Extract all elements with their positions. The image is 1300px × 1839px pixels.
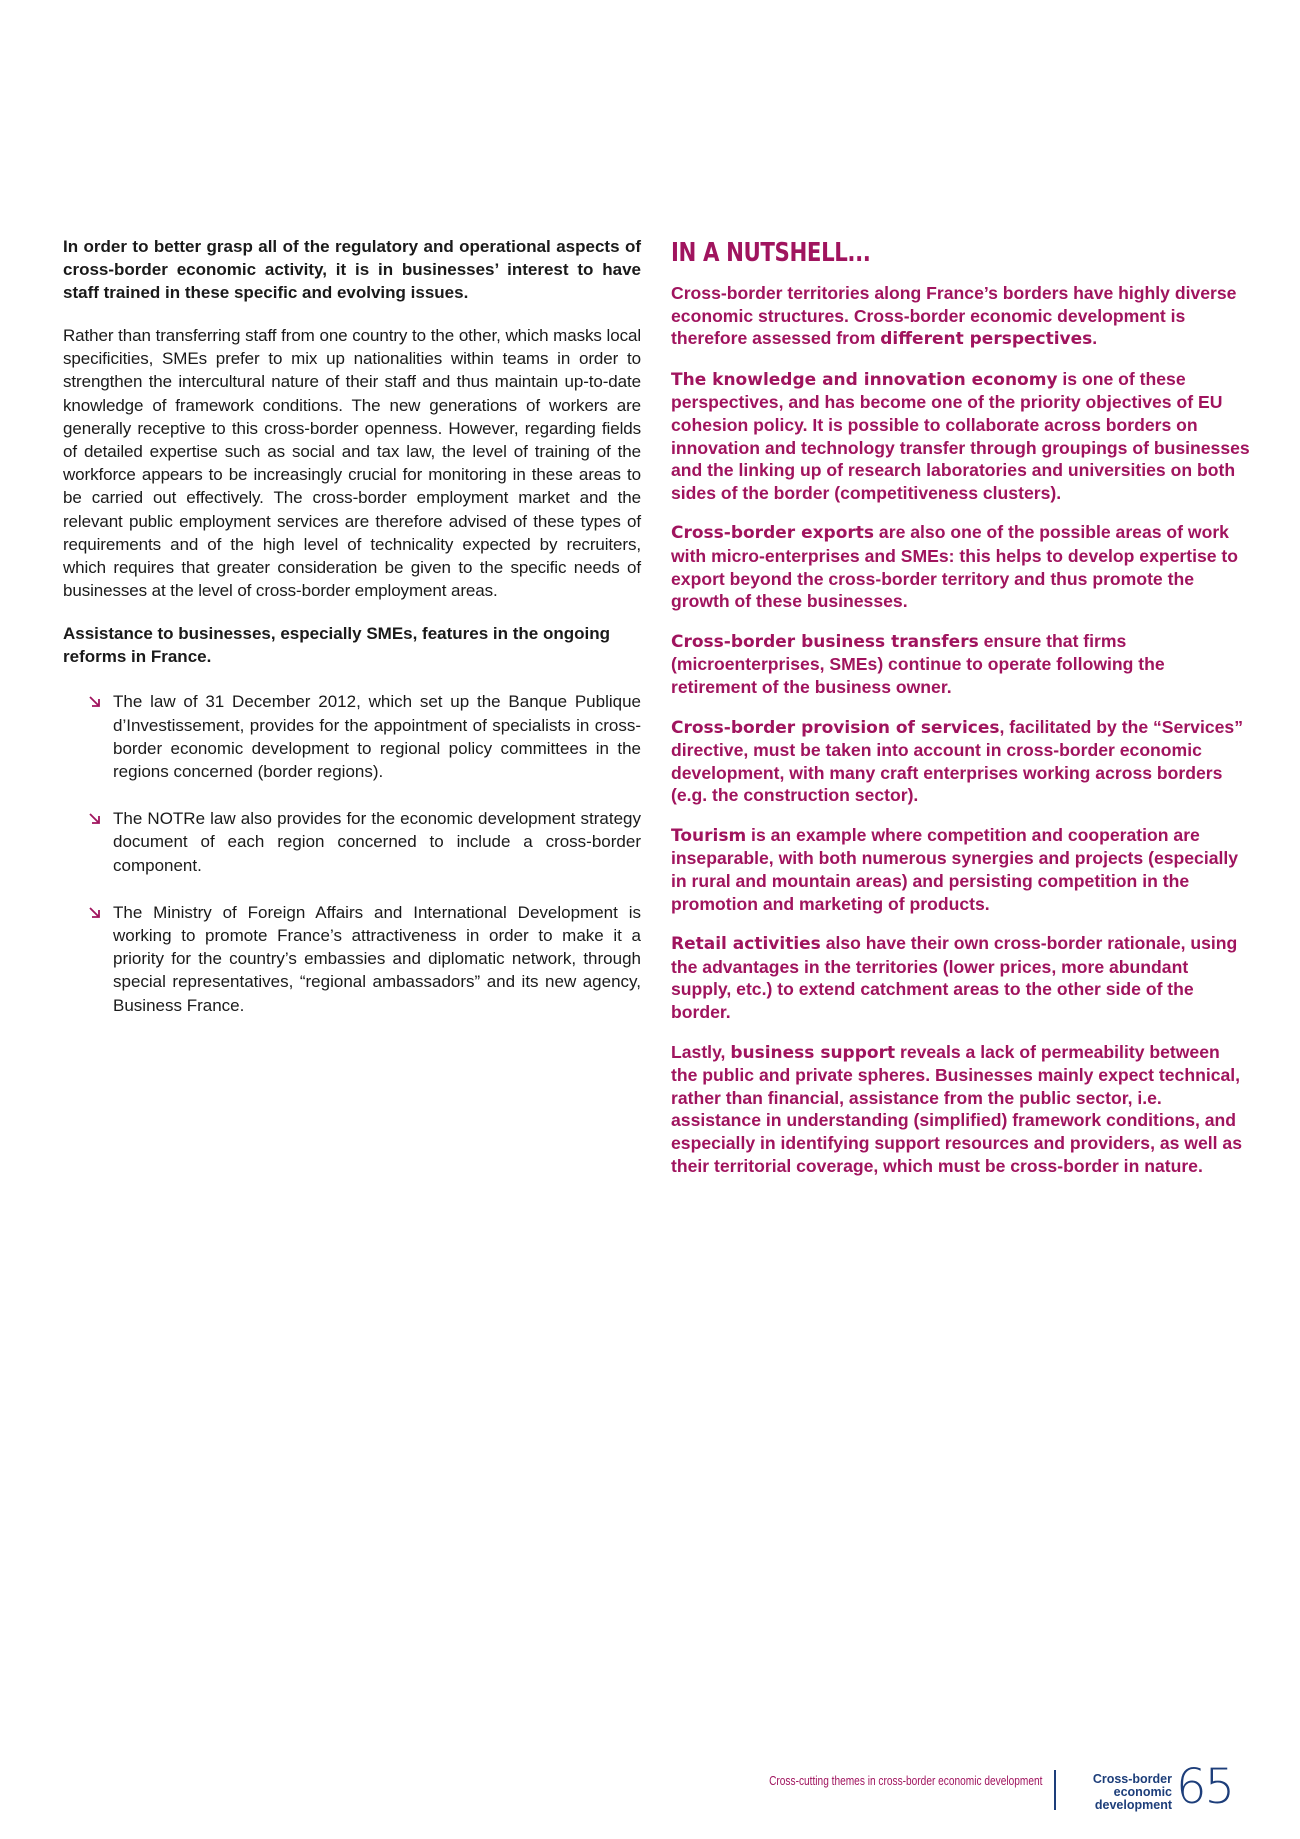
keyword: different perspectives — [880, 329, 1093, 350]
list-item-text: The NOTRe law also provides for the economic development strategy document of each region concerned to include a cross-border component. — [113, 809, 641, 875]
paragraph-text: reveals a lack of permeability between the public and private spheres. Businesses mainly expect technical, rather than financial, assistance from the public sector, i.e. assistance in understanding (simplified) framework conditions, and especially in identifying support resources and providers, as well as their territorial coverage, which must be cross-border in nature. — [671, 1041, 1243, 1176]
brand-line: development — [1094, 1798, 1172, 1812]
nutshell-paragraph — [671, 521, 1251, 612]
nutshell-paragraph — [671, 1041, 1251, 1178]
footer-section-title: Cross-cutting themes in cross-border economic development — [768, 1773, 1042, 1788]
brand-line: economic — [1113, 1785, 1172, 1799]
paragraph-text: . — [1092, 328, 1098, 349]
arrow-down-right-icon — [88, 695, 102, 709]
keyword: Retail activities — [671, 934, 821, 955]
bullet-list — [63, 690, 641, 1016]
keyword: Cross-border exports — [671, 523, 875, 544]
body-paragraph: Rather than transferring staff from one country to the other, which masks local specificities, SMEs prefer to mix up nationalities within teams in order to strengthen the intercultural nature of their staff and thus maintain up-to-date knowledge of framework conditions. The new generations of workers are generally receptive to this cross-border openness. However, regarding fields of detailed expertise such as social and tax law, the level of training of the workforce appears to be increasingly crucial for monitoring in these areas to be carried out effectively. The cross-border employment market and the relevant public employment services are therefore advised of these types of requirements and of the high level of technicality expected by recruiters, which requires that greater consideration be given to the specific needs of businesses at the level of cross-border employment areas. — [63, 326, 641, 601]
nutshell-box — [671, 236, 1251, 1194]
paragraph-text: , facilitated by the “Services” directive, must be taken into account in cross-border economic development, with many craft enterprises working across borders (e.g. the construction sector). — [671, 716, 1243, 806]
keyword: The knowledge and innovation economy — [671, 369, 1058, 390]
paragraph-text: also have their own cross-border rationale, using the advantages in the territories (lower prices, more abundant supply, etc.) to extend catchment areas to the other side of the border. — [671, 933, 1238, 1023]
arrow-down-right-icon — [88, 906, 102, 920]
nutshell-title: IN A NUTSHELL... — [671, 238, 871, 268]
left-column — [63, 235, 641, 1041]
paragraph-text: Cross-border territories along France’s borders have highly diverse economic structures. Cross-border economic development is therefore assessed from — [671, 283, 1237, 349]
keyword: business support — [730, 1042, 896, 1063]
nutshell-paragraph — [671, 716, 1251, 807]
list-item — [63, 690, 641, 783]
nutshell-paragraph — [671, 368, 1251, 505]
paragraph-text: Lastly, — [671, 1041, 731, 1062]
keyword: Tourism — [671, 825, 747, 846]
paragraph-text: is an example where competition and cooperation are inseparable, with both numerous synergies and projects (especially in rural and mountain areas) and persisting competition in the promotion and marketing of products. — [671, 824, 1239, 914]
intro-paragraph: In order to better grasp all of the regulatory and operational aspects of cross-border economic activity, it is in businesses’ interest to have staff trained in these specific and evolving issues. — [63, 237, 641, 302]
paragraph-text: are also one of the possible areas of work with micro-enterprises and SMEs: this helps to develop expertise to export beyond the cross-border territory and thus promote the growth of these businesses. — [671, 522, 1239, 612]
page-number: 65 — [1176, 1759, 1234, 1815]
footer-brand — [1066, 1773, 1172, 1812]
nutshell-paragraph — [671, 282, 1251, 351]
list-item-text: The Ministry of Foreign Affairs and International Development is working to promote France’s attractiveness in order to make it a priority for the country’s embassies and diplomatic network, through special representatives, “regional ambassadors” and its new agency, Business France. — [113, 902, 641, 1015]
list-item — [63, 901, 641, 1017]
nutshell-paragraph — [671, 932, 1251, 1023]
list-item — [63, 807, 641, 877]
keyword: Cross-border business transfers — [671, 631, 979, 652]
nutshell-paragraph — [671, 630, 1251, 699]
nutshell-paragraph — [671, 824, 1251, 915]
subheading: Assistance to businesses, especially SMEs, features in the ongoing reforms in France. — [63, 624, 611, 667]
arrow-down-right-icon — [88, 812, 102, 826]
paragraph-text: is one of these perspectives, and has become one of the priority objectives of EU cohesion policy. It is possible to collaborate across borders on innovation and technology transfer through groupings of businesses and the linking up of research laboratories and universities on both sides of the border (competitiveness clusters). — [671, 368, 1250, 503]
keyword: Cross-border provision of services — [671, 717, 1000, 738]
footer-divider — [1054, 1770, 1056, 1810]
brand-line: Cross-border — [1092, 1772, 1172, 1786]
list-item-text: The law of 31 December 2012, which set up the Banque Publique d’Investissement, provides for the appointment of specialists in cross-border economic development to regional policy committees in the regions concerned (border regions). — [113, 692, 641, 782]
paragraph-text: ensure that firms (microenterprises, SMEs) continue to operate following the retirement of the business owner. — [671, 630, 1165, 697]
